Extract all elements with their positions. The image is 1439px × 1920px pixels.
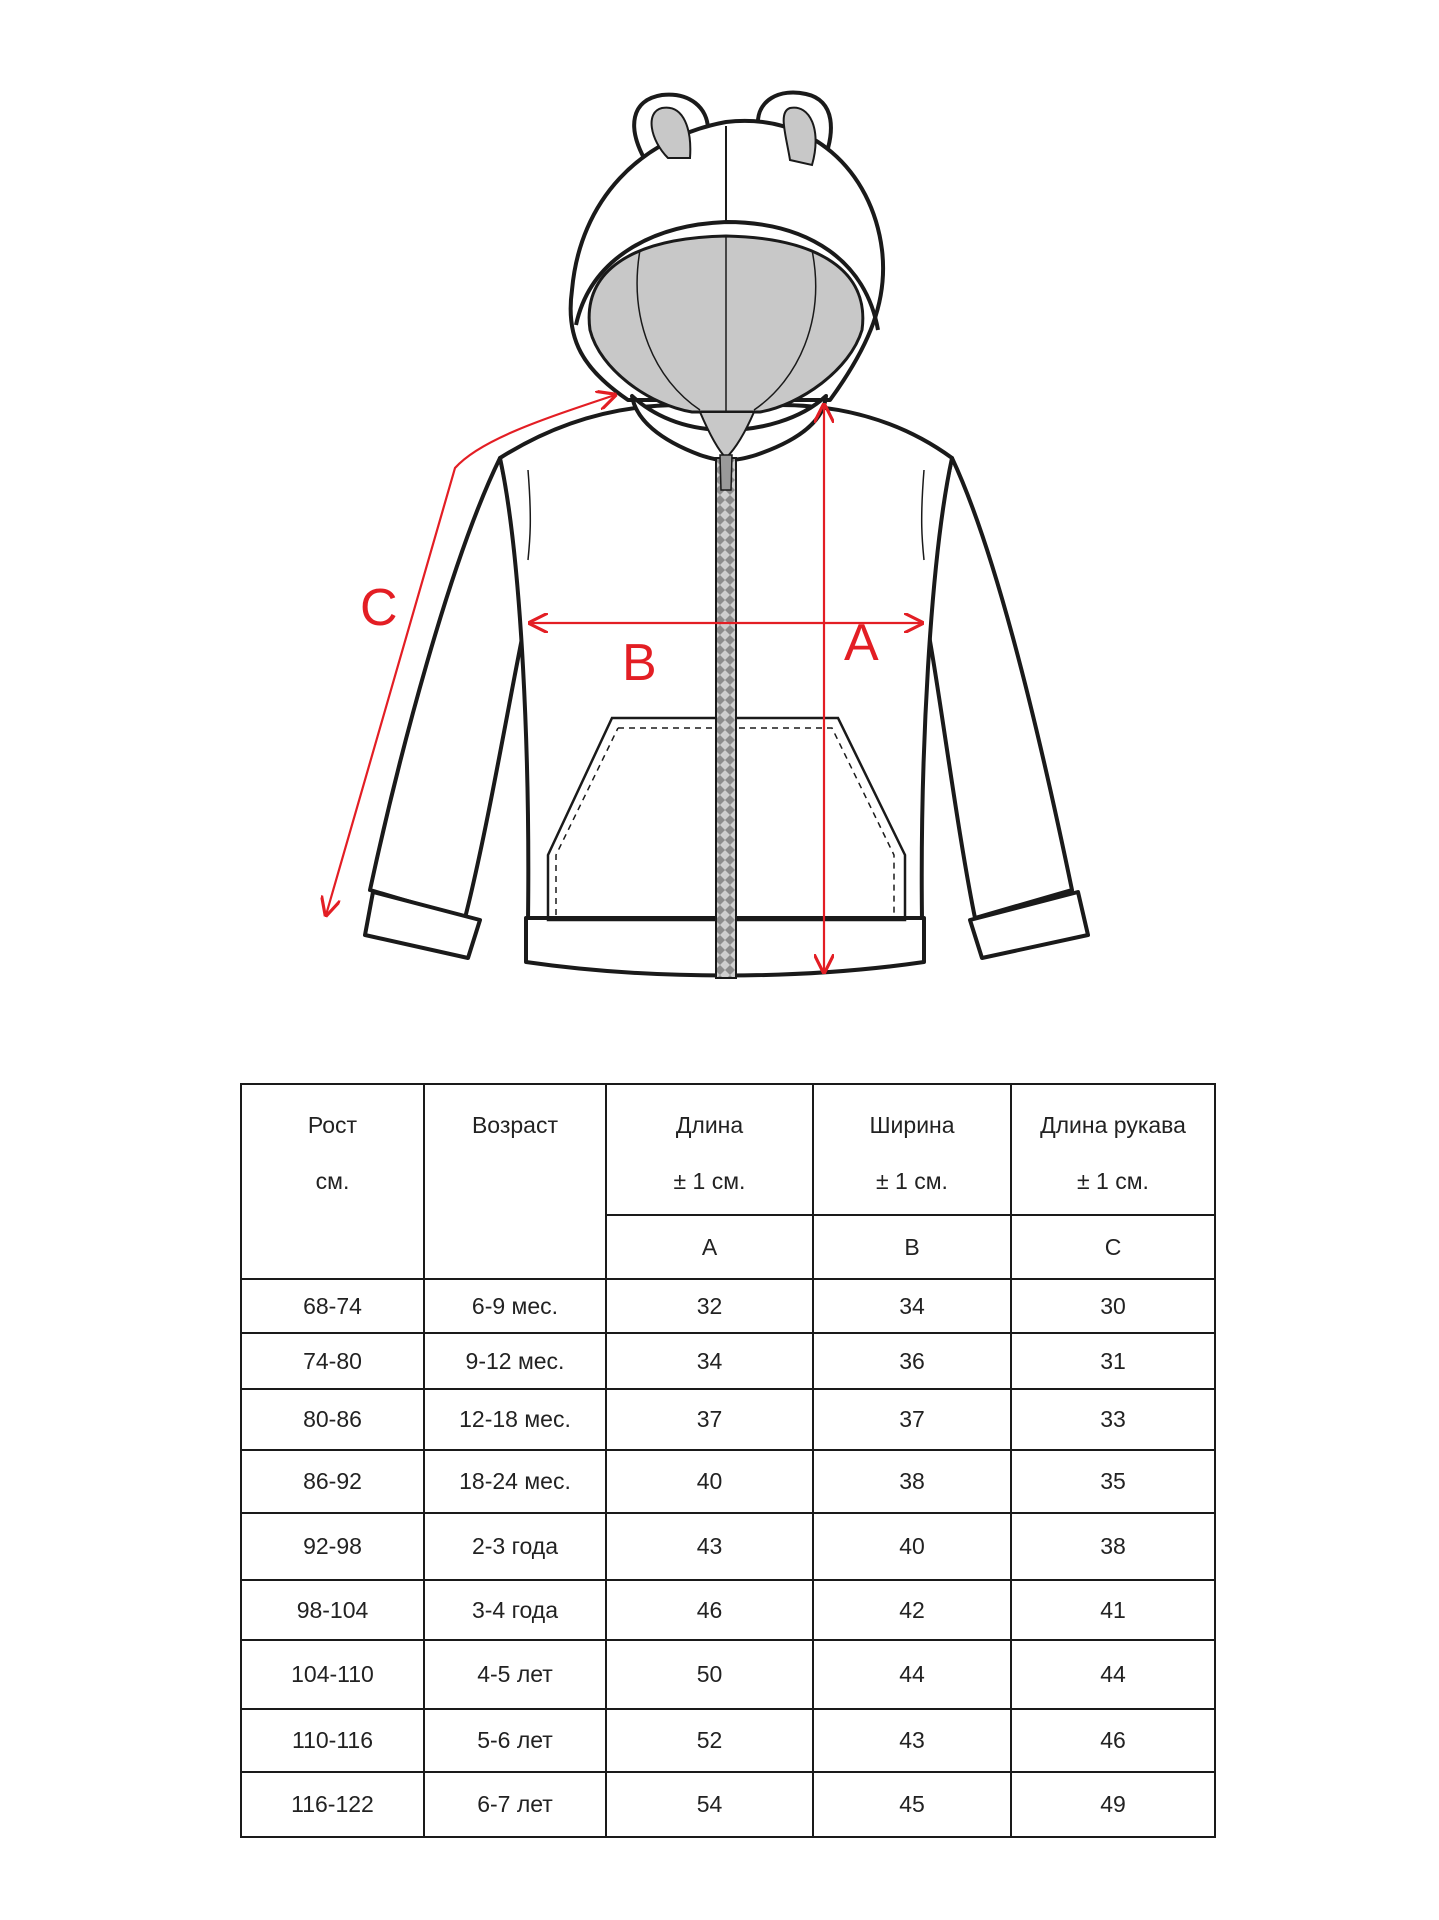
- zipper: [716, 458, 736, 978]
- cell-a: 37: [606, 1389, 813, 1450]
- cell-a: 52: [606, 1709, 813, 1772]
- cell-a: 54: [606, 1772, 813, 1837]
- header-height: Рост см.: [241, 1084, 424, 1279]
- label-sleeve: C: [360, 579, 398, 637]
- size-table: [240, 1083, 1216, 1838]
- cell-c: 30: [1011, 1279, 1215, 1333]
- label-width: B: [622, 634, 657, 692]
- table-row: [241, 1513, 1215, 1580]
- cell-b: 34: [813, 1279, 1011, 1333]
- cell-b: 42: [813, 1580, 1011, 1640]
- cell-height: 68-74: [241, 1279, 424, 1333]
- left-sleeve: [370, 458, 530, 918]
- cell-a: 34: [606, 1333, 813, 1389]
- cell-a: 46: [606, 1580, 813, 1640]
- cell-height: 74-80: [241, 1333, 424, 1389]
- cell-b: 37: [813, 1389, 1011, 1450]
- cell-b: 36: [813, 1333, 1011, 1389]
- cell-age: 9-12 мес.: [424, 1333, 606, 1389]
- label-length: A: [844, 614, 879, 672]
- table-row: [241, 1772, 1215, 1837]
- right-sleeve: [922, 458, 1072, 918]
- cell-a: 32: [606, 1279, 813, 1333]
- header-sleeve: Длина рукава ± 1 см.: [1011, 1084, 1215, 1215]
- cell-age: 3-4 года: [424, 1580, 606, 1640]
- header-age: Возраст: [424, 1084, 606, 1279]
- cell-c: 33: [1011, 1389, 1215, 1450]
- header-code-a: A: [606, 1215, 813, 1279]
- cell-age: 4-5 лет: [424, 1640, 606, 1709]
- table-row: [241, 1279, 1215, 1333]
- header-width: Ширина ± 1 см.: [813, 1084, 1011, 1215]
- cell-b: 43: [813, 1709, 1011, 1772]
- cell-b: 40: [813, 1513, 1011, 1580]
- header-code-c: C: [1011, 1215, 1215, 1279]
- cell-height: 104-110: [241, 1640, 424, 1709]
- cell-a: 40: [606, 1450, 813, 1513]
- cell-height: 80-86: [241, 1389, 424, 1450]
- cell-age: 12-18 мес.: [424, 1389, 606, 1450]
- cell-height: 92-98: [241, 1513, 424, 1580]
- cell-age: 6-9 мес.: [424, 1279, 606, 1333]
- cell-age: 18-24 мес.: [424, 1450, 606, 1513]
- table-row: [241, 1709, 1215, 1772]
- header-length: Длина ± 1 см.: [606, 1084, 813, 1215]
- cell-age: 2-3 года: [424, 1513, 606, 1580]
- cell-c: 49: [1011, 1772, 1215, 1837]
- cell-a: 50: [606, 1640, 813, 1709]
- cell-age: 5-6 лет: [424, 1709, 606, 1772]
- cell-c: 41: [1011, 1580, 1215, 1640]
- cell-a: 43: [606, 1513, 813, 1580]
- zipper-pull: [720, 455, 732, 490]
- table-row: [241, 1333, 1215, 1389]
- cell-c: 38: [1011, 1513, 1215, 1580]
- cell-height: 98-104: [241, 1580, 424, 1640]
- cell-c: 31: [1011, 1333, 1215, 1389]
- cell-age: 6-7 лет: [424, 1772, 606, 1837]
- table-row: [241, 1640, 1215, 1709]
- cell-height: 86-92: [241, 1450, 424, 1513]
- table-row: [241, 1580, 1215, 1640]
- cell-c: 46: [1011, 1709, 1215, 1772]
- cell-b: 44: [813, 1640, 1011, 1709]
- header-code-b: B: [813, 1215, 1011, 1279]
- table-row: [241, 1450, 1215, 1513]
- cell-c: 35: [1011, 1450, 1215, 1513]
- cell-b: 45: [813, 1772, 1011, 1837]
- table-row: [241, 1389, 1215, 1450]
- cell-height: 116-122: [241, 1772, 424, 1837]
- cell-c: 44: [1011, 1640, 1215, 1709]
- cell-b: 38: [813, 1450, 1011, 1513]
- cell-height: 110-116: [241, 1709, 424, 1772]
